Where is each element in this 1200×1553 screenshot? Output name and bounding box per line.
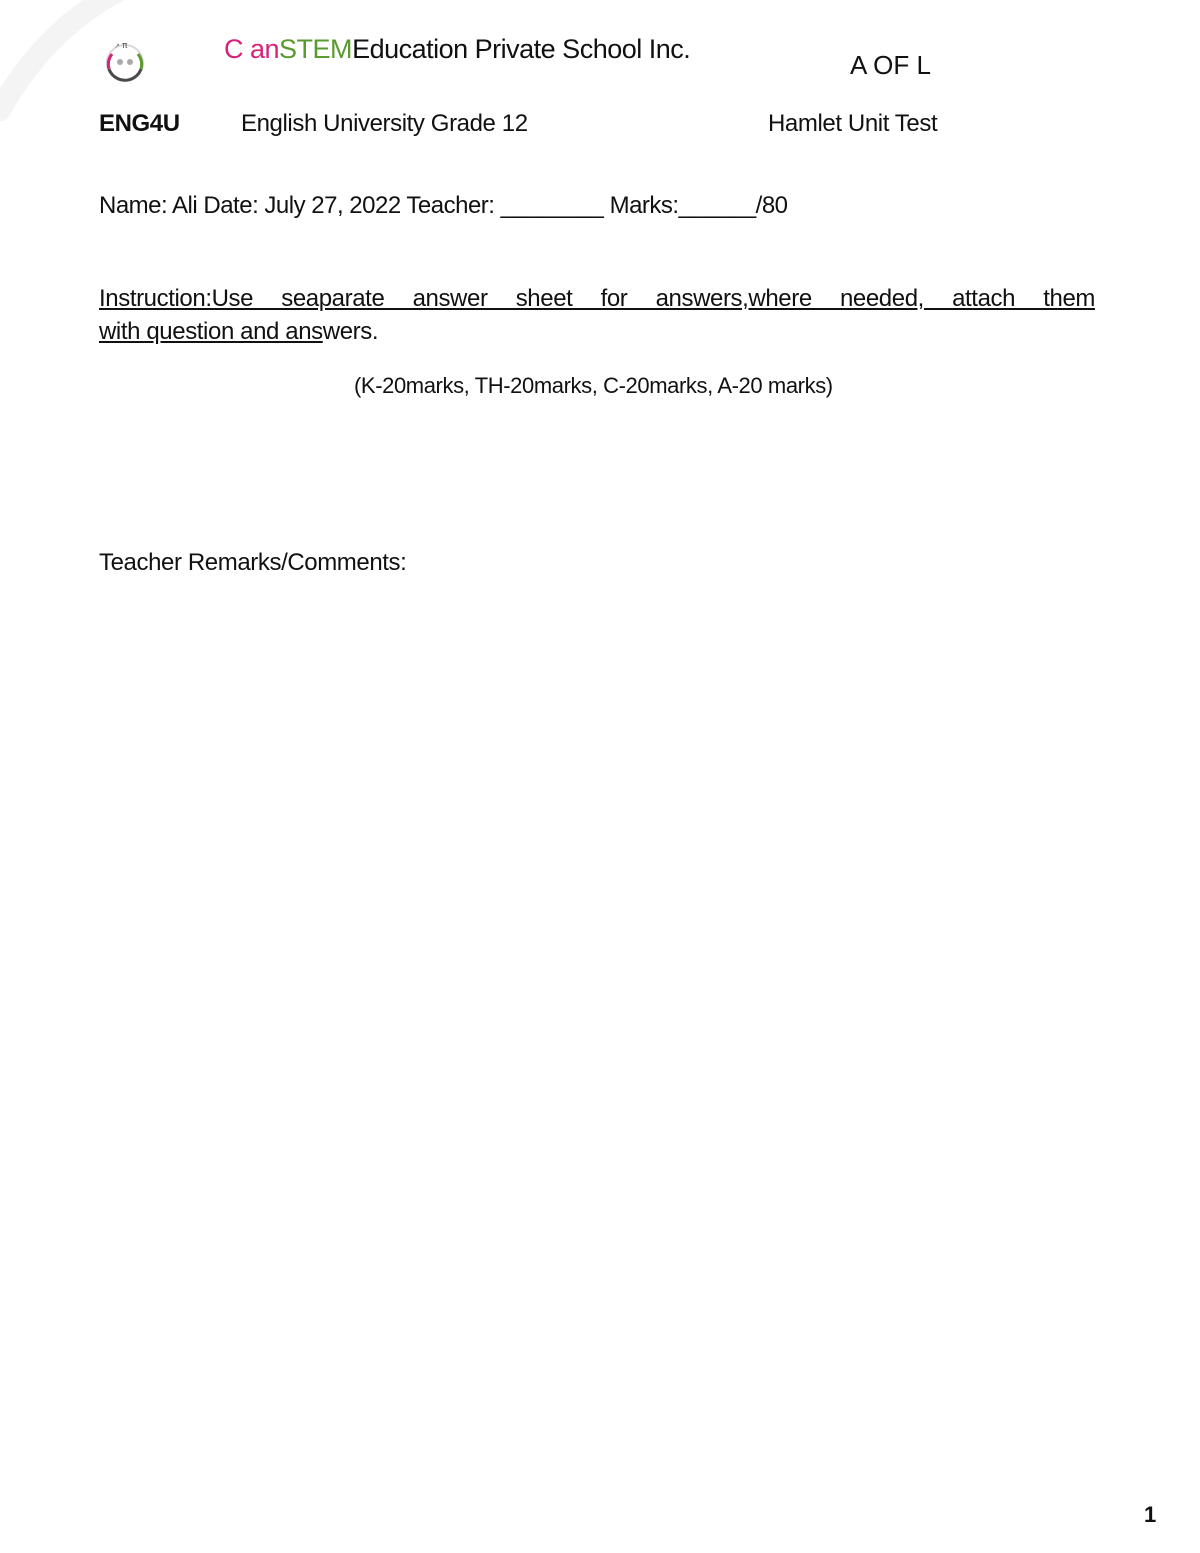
school-logo-icon xyxy=(100,36,150,86)
school-name-rest: Education Private School Inc. xyxy=(352,34,691,64)
school-name xyxy=(224,34,690,65)
school-name-c: C xyxy=(224,34,250,64)
test-title: Hamlet Unit Test xyxy=(768,110,938,137)
student-info-line: Name: Ali Date: July 27, 2022 Teacher: ________ Marks:______/80 xyxy=(99,192,788,219)
svg-text:π: π xyxy=(122,41,128,51)
instruction-line-1: Instruction:Use seaparate answer sheet for answers,where needed, attach them xyxy=(99,285,1095,312)
school-name-stem: STEM xyxy=(279,34,353,64)
school-name-an: an xyxy=(250,34,280,64)
svg-text:↗: ↗ xyxy=(114,42,120,50)
course-code: ENG4U xyxy=(99,110,180,137)
teacher-remarks-label: Teacher Remarks/Comments: xyxy=(99,549,407,576)
instruction-line-2 xyxy=(99,315,1095,348)
instruction-line-2-rest: wers. xyxy=(322,318,379,345)
instruction-block xyxy=(99,282,1095,348)
assessment-type: A OF L xyxy=(850,50,931,80)
marks-distribution: (K-20marks, TH-20marks, C-20marks, A-20 marks) xyxy=(354,373,833,398)
page-number: 1 xyxy=(1144,1502,1157,1527)
instruction-line-2-underlined: with question and ans xyxy=(99,318,323,345)
course-title: English University Grade 12 xyxy=(241,110,528,137)
